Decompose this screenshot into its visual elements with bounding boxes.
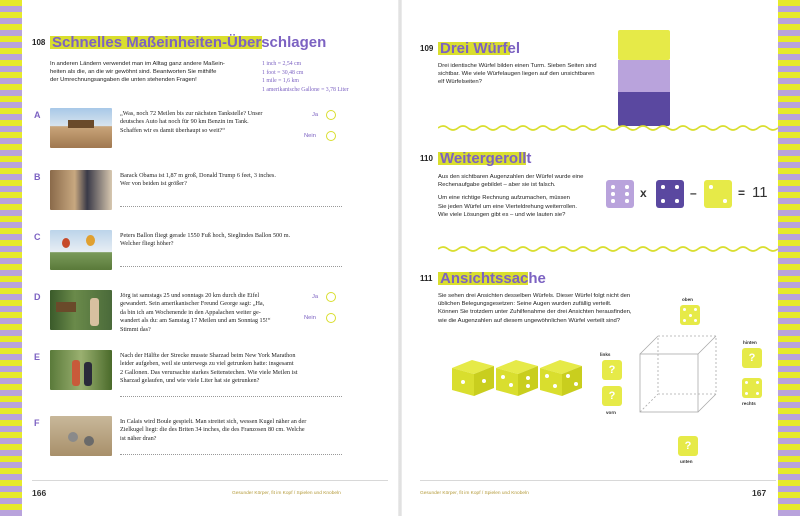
label-rechts: rechts — [742, 401, 756, 406]
boule-photo — [50, 416, 112, 456]
section-title: Drei Würfel — [440, 40, 521, 57]
die-top — [618, 30, 670, 60]
road-sign-photo — [50, 108, 112, 148]
item-line: da bin ich am Wochenende in den Appalachen weiter ge- — [120, 308, 261, 316]
boule-ball — [68, 432, 78, 442]
pip — [709, 185, 713, 189]
intro-text — [50, 60, 250, 85]
wireframe-cube — [628, 328, 728, 428]
item-line: Sharzad gelaufen, und wie viele Liter hat sie getrunken? — [120, 377, 260, 385]
item-line: Wer von beiden ist größer? — [120, 180, 187, 188]
footer-rule — [420, 480, 776, 481]
die-bottom — [618, 92, 670, 126]
face-rechts — [742, 378, 762, 398]
item-text — [120, 172, 390, 189]
item-line: Schaffen wir es damit überhaupt so weit?“ — [120, 126, 226, 134]
label-hinten: hinten — [743, 340, 757, 345]
right-stripe-border — [778, 0, 800, 516]
text-line: Aus den sichtbaren Augenzahlen der Würfel wurde eine — [438, 174, 584, 180]
pip — [745, 381, 748, 384]
text-line: Rechenaufgabe gebildet – aber sie ist falsch. — [438, 182, 556, 189]
section-title: Schnelles Maßeinheiten-Überschlagen — [52, 34, 327, 51]
item-line: „Was, noch 72 Meilen bis zur nächsten Tankstelle? Unser — [120, 110, 263, 117]
boule-ball — [84, 436, 94, 446]
running-footer: Gesunder Körper, fit im Kopf / Spielen und Knobeln — [420, 491, 529, 496]
dice-view-3 — [540, 360, 582, 396]
item-line: ist näher dran? — [120, 434, 157, 442]
item-line: deutsches Auto hat noch für 90 km Benzin im Tank. — [120, 118, 249, 126]
answer-line[interactable] — [120, 454, 342, 455]
item-text — [120, 292, 320, 334]
face-oben — [680, 305, 700, 325]
item-line: wandert als du: am Samstag 17 Meilen und am Sonntag 15!“ — [120, 317, 271, 325]
label-unten: unten — [680, 459, 693, 464]
face-vorn-unknown: ? — [602, 386, 622, 406]
section-number: 108 — [32, 38, 46, 47]
dice-view-1 — [452, 360, 494, 396]
runner-figure — [84, 362, 92, 386]
option-ja-circle[interactable] — [326, 110, 336, 120]
pip — [756, 381, 759, 384]
label-oben: oben — [682, 297, 693, 302]
item-line: Welcher fliegt höher? — [120, 240, 174, 248]
item-text — [120, 418, 395, 443]
answer-line[interactable] — [120, 396, 342, 397]
item-text — [120, 232, 390, 249]
text-line: sichtbar. Wie viele Würfelaugen liegen auf den unsichtbaren — [438, 71, 595, 78]
pip — [723, 199, 727, 203]
item-letter: B — [34, 172, 41, 182]
option-nein-label: Nein — [304, 133, 316, 139]
die-middle — [618, 60, 670, 92]
page-number: 166 — [32, 488, 47, 498]
text-line: Um eine richtige Rechnung aufzumachen, müssen — [438, 195, 570, 202]
pip — [625, 192, 629, 196]
pip — [683, 319, 686, 322]
s111-text — [438, 292, 698, 325]
operator-multiply: x — [640, 186, 647, 200]
face-unten-unknown: ? — [678, 436, 698, 456]
pip — [661, 185, 665, 189]
option-ja-circle[interactable] — [326, 292, 336, 302]
pip — [683, 308, 686, 311]
pip — [661, 199, 665, 203]
die-purple — [606, 180, 634, 208]
conversion-line: 1 mile = 1,6 km — [262, 78, 299, 85]
page-number: 167 — [752, 488, 767, 498]
item-letter: E — [34, 352, 41, 362]
balloon — [62, 238, 70, 248]
operator-minus: – — [690, 186, 697, 200]
pip — [611, 199, 615, 203]
conversion-line: 1 amerikanische Gallone = 3,78 Liter — [262, 86, 349, 93]
conversion-line: 1 inch = 2,54 cm — [262, 61, 302, 67]
dice-tower — [618, 30, 670, 126]
item-letter: D — [34, 292, 41, 302]
intro-line: In anderen Ländern verwendet man im Alltag ganz andere Maßein- — [50, 61, 225, 67]
section-title: Ansichtssache — [440, 270, 546, 287]
item-line: Stimmt das? — [120, 325, 151, 333]
item-line: Barack Obama ist 1,87 m groß, Donald Trump 6 feet, 3 inches. — [120, 172, 276, 179]
label-vorn: vorn — [606, 410, 616, 415]
section-number: 109 — [420, 44, 434, 53]
text-line: elf Würfelseiten? — [438, 79, 482, 86]
hiker-photo — [50, 290, 112, 330]
item-line: Jörg ist samstags 25 und sonntags 20 km durch die Eifel — [120, 292, 260, 299]
item-letter: C — [34, 232, 41, 242]
politicians-photo — [50, 170, 112, 210]
text-line: Können Sie trotzdem unter Zuhilfenahme der drei Ansichten herausfinden, — [438, 309, 632, 316]
pip — [611, 192, 615, 196]
three-dice-views — [450, 352, 590, 400]
item-text — [120, 110, 320, 135]
text-line: Sie sehen drei Ansichten desselben Würfels. Dieser Würfel folgt nicht den — [438, 293, 631, 299]
balloon — [86, 235, 95, 246]
option-nein-circle[interactable] — [326, 131, 336, 141]
text-line: Sie jeden Würfel um eine Vierteldrehung weiterrollen. — [438, 203, 578, 210]
pip — [625, 199, 629, 203]
item-line: leider aufgeben, weil sie unterwegs zu viel getrunken hatte: insgesamt — [120, 360, 294, 368]
item-line: Zielkugel liegt: die des Briten 34 inches, die des Franzosen 80 cm. Welche — [120, 426, 305, 434]
die-yellow — [704, 180, 732, 208]
footer-rule — [32, 480, 388, 481]
sign-board — [68, 120, 94, 128]
item-line: 2 Gallonen. Das verursachte starkes Seitenstechen. Wie viele Meilen ist — [120, 368, 298, 376]
section-title: Weitergerollt — [440, 150, 532, 167]
section-number: 111 — [420, 274, 433, 283]
item-letter: A — [34, 110, 41, 120]
pip — [625, 185, 629, 189]
intro-line: der Umrechnungsangaben die unten stehenden Fragen! — [50, 77, 197, 84]
conversion-table — [262, 60, 387, 94]
book-gutter — [398, 0, 402, 516]
operator-equals: = — [738, 186, 746, 200]
wave-divider — [438, 245, 778, 253]
item-line: In Calais wird Boule gespielt. Man streitet sich, wessen Kugel näher an der — [120, 418, 307, 425]
pip — [694, 308, 697, 311]
runner-figure — [72, 360, 80, 386]
running-footer: Gesunder Körper, fit im Kopf / Spielen und Knobeln — [232, 491, 341, 496]
dice-equation — [606, 180, 776, 212]
balloons-photo — [50, 230, 112, 270]
option-nein-label: Nein — [304, 315, 316, 321]
left-stripe-border — [0, 0, 22, 516]
equation-result: 11 — [752, 184, 768, 201]
item-line: gewandert. Sein amerikanischer Freund George sagt: „Ha, — [120, 300, 265, 308]
answer-line[interactable] — [120, 266, 342, 267]
face-hinten-unknown: ? — [742, 348, 762, 368]
option-ja-label: Ja — [312, 294, 319, 300]
text-line: Wie viele Lösungen gibt es – und wie lauten sie? — [438, 211, 566, 218]
pip — [689, 314, 692, 317]
item-letter: F — [34, 418, 40, 428]
dice-view-2 — [496, 360, 538, 396]
item-line: Nach der Hälfte der Strecke musste Sharzad beim New York Marathon — [120, 352, 296, 359]
hiker-figure — [90, 298, 99, 326]
pip — [756, 392, 759, 395]
wave-divider — [438, 124, 778, 132]
text-line: Drei identische Würfel bilden einen Turm. Sieben Seiten sind — [438, 63, 597, 69]
pip — [675, 185, 679, 189]
pip — [611, 185, 615, 189]
pip — [675, 199, 679, 203]
option-ja-label: Ja — [312, 112, 319, 118]
face-links-unknown: ? — [602, 360, 622, 380]
s109-text — [438, 62, 618, 87]
s110-text — [438, 173, 608, 219]
section-number: 110 — [420, 154, 433, 163]
text-line: üblichen Belegungsgesetzen: Seine Augen wurden zufällig verteilt. — [438, 301, 612, 308]
label-links: links — [600, 352, 611, 357]
die-dark-purple — [656, 180, 684, 208]
answer-line[interactable] — [120, 206, 342, 207]
option-nein-circle[interactable] — [326, 313, 336, 323]
pip — [745, 392, 748, 395]
item-line: Peters Ballon fliegt gerade 1550 Fuß hoch, Sieglindes Ballon 500 m. — [120, 232, 291, 239]
trail-sign — [56, 302, 76, 312]
pip — [694, 319, 697, 322]
marathon-photo — [50, 350, 112, 390]
intro-line: heiten als die, an die wir gewöhnt sind. Beantworten Sie mithilfe — [50, 69, 217, 76]
conversion-line: 1 foot = 30,48 cm — [262, 69, 304, 76]
text-line: wie die Augenzahlen auf diesem ungewöhnlichen Würfel verteilt sind? — [438, 317, 621, 324]
item-text — [120, 352, 395, 386]
